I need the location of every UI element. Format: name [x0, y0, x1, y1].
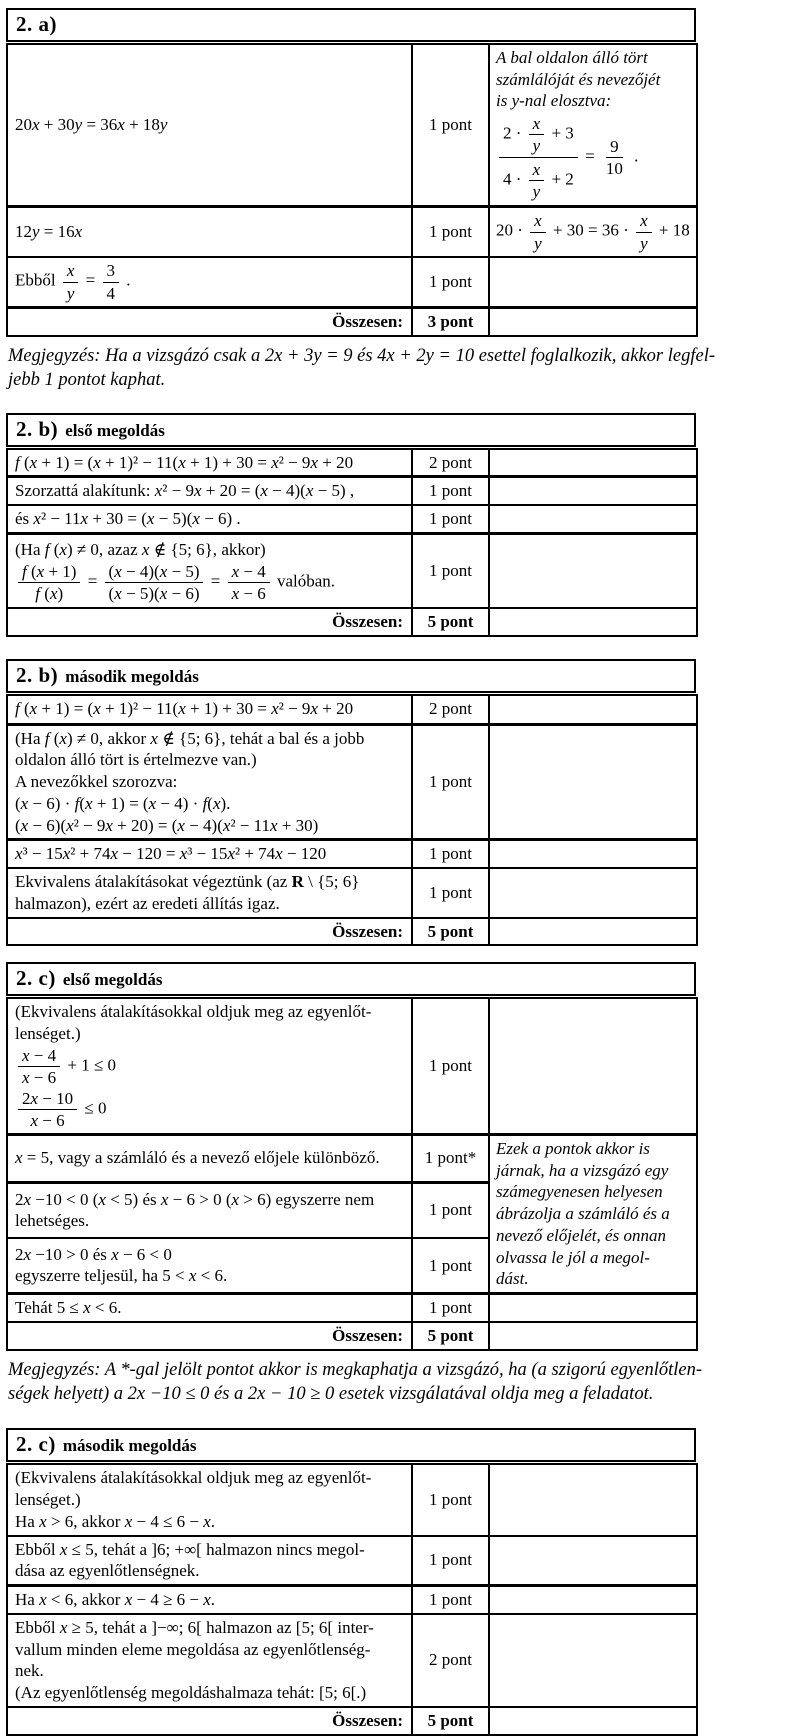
text: Ebből — [15, 1617, 60, 1637]
italic-text: ábrázolja a számláló és a — [496, 1204, 670, 1224]
comment-cell — [489, 918, 697, 946]
math-text: x − 4 ≥ 6 − x. — [124, 1590, 216, 1609]
comment-cell — [489, 1536, 697, 1586]
math-text: f (x + 1) = (x + 1)² − 11(x + 1) + 30 = x² − 9x + 20 — [15, 699, 354, 719]
solution-cell — [7, 505, 412, 533]
math-text: 4 — [106, 283, 115, 303]
section-2a — [6, 8, 696, 337]
solution-cell — [7, 1586, 412, 1614]
table-row — [7, 449, 697, 477]
text: akkor) — [217, 539, 266, 559]
text: \ {5; 6} — [303, 872, 360, 892]
section-subtitle: második megoldás — [62, 1436, 197, 1456]
math-text: + 18 — [654, 220, 690, 240]
math-text: 5 < x < 6. — [162, 1266, 228, 1286]
math-text: x = 5, — [15, 1148, 54, 1168]
math-text: + 3 — [547, 123, 574, 143]
fraction — [530, 211, 546, 252]
text: oldalon álló tört is értelmezve van.) — [15, 750, 257, 770]
comment-cell — [489, 1294, 697, 1322]
comment-cell — [489, 207, 697, 257]
math-text: = — [81, 270, 100, 290]
comment-cell — [489, 257, 697, 308]
comment-cell — [489, 695, 697, 724]
math-text: f (x) ≠ 0, — [44, 539, 104, 559]
italic-text: A bal oldalon álló tört — [496, 47, 648, 67]
section-title: 2. c) — [16, 1432, 56, 1457]
section-2c-second-header — [6, 1428, 696, 1462]
points-cell: 1 pont — [412, 724, 489, 840]
text: nek. — [15, 1661, 44, 1681]
math-text: ≤ 0 — [80, 1098, 107, 1118]
math-text: (x − 5)(x − 6) — [108, 583, 200, 603]
comment-cell — [489, 505, 697, 533]
table-row — [7, 1464, 697, 1535]
math-text: 4 · — [503, 169, 526, 189]
fraction — [105, 562, 204, 603]
math-text: y — [534, 233, 542, 253]
section-title: 2. a) — [16, 12, 57, 36]
total-label: Összesen: — [7, 308, 412, 336]
total-row — [7, 608, 697, 636]
fraction — [499, 113, 578, 202]
text: Tehát — [15, 1298, 57, 1318]
fraction — [63, 261, 79, 302]
math-text: f (x + 1) — [22, 561, 77, 581]
total-row — [7, 1707, 697, 1735]
text: (Ha — [15, 539, 45, 559]
points-cell: 1 pont — [412, 998, 489, 1134]
math-text: y — [66, 283, 75, 303]
italic-text: Ezek a pontok akkor is — [496, 1138, 650, 1158]
points-cell: 1 pont — [412, 1586, 489, 1614]
note-2c — [8, 1358, 796, 1407]
fraction — [529, 160, 545, 201]
text: (Az egyenlőtlenség megoldáshalmaza tehát: — [15, 1683, 319, 1702]
text: (Ha — [15, 728, 45, 748]
table-row — [7, 44, 697, 207]
points-cell: 1 pont — [412, 477, 489, 505]
fraction — [18, 562, 80, 603]
note-line: Megjegyzés: A *-gal jelölt pontot akkor is megkaphatja a vizsgázó, ha (a szigorú egyenlőtlen- — [8, 1359, 702, 1380]
points-cell: 1 pont — [412, 44, 489, 207]
math-text: 20x + 30y = 36x + 18y — [15, 115, 168, 135]
total-points: 5 pont — [412, 918, 489, 946]
solution-cell — [7, 1134, 412, 1182]
math-text: 20 · — [496, 220, 528, 240]
italic-text: számegyenesen helyesen — [496, 1182, 663, 1202]
section-2c-first-header — [6, 962, 696, 996]
points-cell: 1 pont — [412, 1238, 489, 1294]
solution-cell — [7, 724, 412, 840]
table-row — [7, 1614, 697, 1707]
solution-cell — [7, 449, 412, 477]
section-title: 2. c) — [16, 966, 56, 991]
solution-cell — [7, 1182, 412, 1238]
text: Ha — [15, 1511, 40, 1531]
points-cell: 1 pont — [412, 1464, 489, 1535]
solution-cell — [7, 840, 412, 868]
math-text: x > 6, — [39, 1511, 78, 1531]
math-text: y — [640, 233, 648, 253]
table-row — [7, 477, 697, 505]
points-cell: 1 pont — [412, 505, 489, 533]
solution-cell — [7, 868, 412, 918]
text: és — [138, 1189, 161, 1209]
table-row — [7, 840, 697, 868]
scoring-table-2b-first — [6, 448, 698, 638]
math-text: [5; 6[ — [319, 1683, 357, 1702]
text: akkor — [77, 1511, 125, 1531]
fraction — [228, 562, 270, 603]
text: lenséget.) — [15, 1023, 81, 1043]
math-text: x − 6 — [231, 583, 266, 603]
comment-cell — [489, 1134, 697, 1293]
math-text: 10 — [605, 159, 623, 179]
comment-cell — [489, 44, 697, 207]
solution-cell — [7, 257, 412, 308]
math-text: x ∉ {5; 6}, — [141, 539, 218, 559]
text: halmazon nincs megol- — [201, 1539, 365, 1559]
table-row — [7, 1294, 697, 1322]
fraction — [103, 261, 120, 302]
math-text: x² − 11x + 30 = (x − 5)(x − 6) . — [33, 509, 241, 529]
italic-text: dást. — [496, 1269, 529, 1289]
math-text: [5; 6[ — [295, 1617, 334, 1637]
text: vallum minden eleme megoldása az egyenlőtlenség- — [15, 1639, 371, 1659]
math-text: (x − 6) · f(x + 1) = (x − 4) · f(x). — [15, 793, 231, 813]
fraction — [636, 211, 652, 252]
math-text: x³ − 15x² + 74x − 120 = x³ − 15x² + 74x − 120 — [15, 844, 327, 864]
points-cell: 2 pont — [412, 449, 489, 477]
math-text: 2x −10 > 0 — [15, 1244, 89, 1264]
comment-cell — [489, 868, 697, 918]
math-text: 2x −10 < 0 (x < 5) — [15, 1189, 139, 1209]
points-cell: 1 pont — [412, 840, 489, 868]
math-text: 5 ≤ x < 6. — [56, 1298, 122, 1318]
math-text: x − 6 > 0 (x > 6) — [160, 1189, 272, 1209]
text: . — [629, 146, 639, 166]
math-text: f (x) ≠ 0, — [44, 728, 104, 748]
text: (Ekvivalens átalakításokkal oldjuk meg az egyenlőt- — [15, 1468, 372, 1488]
text: azaz — [103, 539, 142, 559]
math-text: ]6; +∞[ — [151, 1539, 202, 1559]
solution-cell — [7, 1294, 412, 1322]
math-text: x — [534, 211, 542, 231]
text: inter- — [333, 1617, 374, 1637]
math-text: x² − 9x + 20 = (x − 4)(x − 5) , — [154, 481, 355, 501]
table-row — [7, 1134, 697, 1182]
table-row — [7, 998, 697, 1134]
math-text: x — [66, 261, 75, 281]
text: dása az egyenlőtlenségnek. — [15, 1561, 200, 1581]
solution-cell — [7, 1614, 412, 1707]
math-text: x − 6 < 0 — [111, 1244, 172, 1264]
comment-cell — [489, 1464, 697, 1535]
solution-cell — [7, 1536, 412, 1586]
points-cell: 1 pont — [412, 1294, 489, 1322]
math-text: x − 6 — [22, 1067, 57, 1087]
section-2c-second — [6, 1428, 696, 1735]
note-2a — [8, 344, 796, 393]
note-line: jebb 1 pontot kaphat. — [8, 370, 166, 391]
section-2a-header — [6, 8, 696, 42]
math-text: ]−∞; 6[ — [151, 1617, 202, 1637]
math-text: x — [532, 114, 541, 134]
text: Ebből — [15, 1539, 60, 1559]
comment-cell — [489, 840, 697, 868]
total-row — [7, 1322, 697, 1350]
math-text: 2x − 10 — [22, 1088, 74, 1108]
math-text: (x − 6)(x² − 9x + 20) = (x − 4)(x² − 11x + 30) — [15, 815, 319, 835]
table-row — [7, 505, 697, 533]
fraction — [18, 1046, 60, 1087]
table-row — [7, 207, 697, 257]
solution-cell — [7, 1238, 412, 1294]
comment-cell — [489, 1322, 697, 1350]
scoring-table-2c-second — [6, 1463, 698, 1735]
solution-cell — [7, 44, 412, 207]
comment-cell — [489, 1707, 697, 1735]
math-text: x < 6, — [39, 1590, 78, 1609]
solution-cell — [7, 998, 412, 1134]
math-text: x − 4 ≤ 6 − x. — [124, 1511, 216, 1531]
math-text: x — [640, 211, 648, 231]
section-subtitle: második megoldás — [65, 667, 199, 687]
total-points: 5 pont — [412, 1707, 489, 1735]
solution-cell — [7, 207, 412, 257]
total-points: 5 pont — [412, 608, 489, 636]
solution-cell — [7, 477, 412, 505]
note-line: Megjegyzés: Ha a vizsgázó csak a 2x + 3y = 9 és 4x + 2y = 10 esettel foglalkozik, akkor legfel- — [8, 346, 716, 366]
section-2b-first — [6, 413, 696, 637]
comment-cell — [489, 477, 697, 505]
math-text: 2 · — [503, 123, 526, 143]
math-text: y — [532, 182, 541, 202]
comment-cell — [489, 533, 697, 608]
text: és — [15, 509, 34, 529]
text: . — [122, 270, 131, 290]
scoring-table-2c-first — [6, 997, 698, 1350]
italic-text: olvassa le jól a megol- — [496, 1247, 650, 1267]
table-row — [7, 1536, 697, 1586]
fraction — [529, 114, 545, 155]
italic-text: járnak, ha a vizsgázó egy — [496, 1160, 669, 1180]
table-row — [7, 695, 697, 724]
table-row — [7, 724, 697, 840]
math-text: + 30 = 36 · — [548, 220, 634, 240]
text: halmazon az — [201, 1617, 296, 1637]
fraction — [602, 137, 627, 178]
math-text: = — [206, 570, 225, 590]
section-title: 2. b) — [16, 416, 59, 441]
text: akkor — [103, 728, 151, 748]
text: tehát a — [98, 1539, 152, 1559]
comment-cell — [489, 449, 697, 477]
math-text: x ≥ 5, — [59, 1617, 98, 1637]
section-title: 2. b) — [16, 663, 59, 688]
comment-cell — [489, 1586, 697, 1614]
math-text: = — [580, 146, 599, 166]
table-row — [7, 257, 697, 308]
math-text: y — [532, 136, 541, 156]
section-2b-second-header — [6, 659, 696, 693]
math-text: x ≤ 5, — [59, 1539, 98, 1559]
comment-cell — [489, 608, 697, 636]
total-points: 5 pont — [412, 1322, 489, 1350]
italic-text: is y-nal elosztva: — [496, 91, 612, 111]
comment-cell — [489, 998, 697, 1134]
text: vagy a számláló és a nevező előjele különböző. — [53, 1148, 380, 1168]
section-2c-first — [6, 962, 696, 1350]
math-text: 12y = 16x — [15, 222, 83, 242]
points-cell: 2 pont — [412, 1614, 489, 1707]
fraction — [18, 1089, 77, 1130]
math-text: x − 4 — [22, 1045, 57, 1065]
text: Ekvivalens átalakításokat végeztünk (az — [15, 872, 292, 892]
math-text: + 1 ≤ 0 — [63, 1055, 117, 1075]
math-text: x ∉ {5; 6}, — [150, 728, 226, 748]
points-cell: 1 pont — [412, 1536, 489, 1586]
text: (Ekvivalens átalakításokkal oldjuk meg az egyenlőt- — [15, 1002, 372, 1022]
solution-cell — [7, 695, 412, 724]
table-row — [7, 533, 697, 608]
math-text: x — [532, 160, 541, 180]
points-cell: 2 pont — [412, 695, 489, 724]
section-2b-first-header — [6, 413, 696, 447]
text: valóban. — [272, 570, 336, 590]
comment-cell — [489, 308, 697, 336]
section-2b-second — [6, 659, 696, 946]
text: Ebből — [15, 270, 60, 290]
text: lehetséges. — [15, 1211, 90, 1231]
scoring-table-2b-second — [6, 694, 698, 946]
table-row — [7, 1586, 697, 1614]
math-text: 3 — [106, 261, 115, 281]
total-label: Összesen: — [7, 918, 412, 946]
points-cell: 1 pont* — [412, 1134, 489, 1182]
section-subtitle: első megoldás — [62, 970, 163, 990]
comment-cell — [489, 1614, 697, 1707]
text: Ha — [15, 1590, 40, 1609]
points-cell: 1 pont — [412, 533, 489, 608]
text: egyszerre nem — [271, 1189, 375, 1209]
points-cell: 1 pont — [412, 207, 489, 257]
solution-cell — [7, 533, 412, 608]
text: egyszerre teljesül, ha — [15, 1266, 163, 1286]
points-cell: 1 pont — [412, 257, 489, 308]
scoring-table-2a — [6, 43, 698, 337]
math-text: x − 6 — [30, 1110, 65, 1130]
math-text: (x − 4)(x − 5) — [108, 561, 200, 581]
math-text: = — [83, 570, 102, 590]
math-text: x − 4 — [231, 561, 266, 581]
points-cell: 1 pont — [412, 868, 489, 918]
italic-text: nevező előjelét, és onnan — [496, 1225, 666, 1245]
total-points: 3 pont — [412, 308, 489, 336]
text: tehát a — [98, 1617, 152, 1637]
table-row — [7, 868, 697, 918]
math-text: 9 — [610, 137, 619, 157]
total-label: Összesen: — [7, 608, 412, 636]
math-text: f (x) — [35, 583, 64, 603]
text: .) — [356, 1683, 367, 1702]
note-line: ségek helyett) a 2x −10 ≤ 0 és a 2x − 10 ≥ 0 esetek vizsgálatával oldja meg a feladatot. — [8, 1383, 654, 1404]
total-row — [7, 308, 697, 336]
text: és — [88, 1244, 112, 1264]
italic-text: számlálóját és nevezőjét — [496, 69, 661, 89]
text: Szorzattá alakítunk: — [15, 481, 155, 501]
section-subtitle: első megoldás — [65, 420, 165, 440]
total-row — [7, 918, 697, 946]
points-cell: 1 pont — [412, 1182, 489, 1238]
bold-symbol: R — [291, 872, 304, 892]
text: halmazon), ezért az eredeti állítás igaz. — [15, 893, 280, 913]
text: A nevezőkkel szorozva: — [15, 772, 178, 792]
total-label: Összesen: — [7, 1322, 412, 1350]
text: lenséget.) — [15, 1490, 81, 1509]
total-label: Összesen: — [7, 1707, 412, 1735]
math-text: f (x + 1) = (x + 1)² − 11(x + 1) + 30 = x² − 9x + 20 — [15, 452, 354, 472]
comment-cell — [489, 724, 697, 840]
math-text: + 2 — [547, 169, 574, 189]
text: tehát a bal és a jobb — [225, 728, 365, 748]
solution-cell — [7, 1464, 412, 1535]
text: akkor — [77, 1590, 125, 1609]
